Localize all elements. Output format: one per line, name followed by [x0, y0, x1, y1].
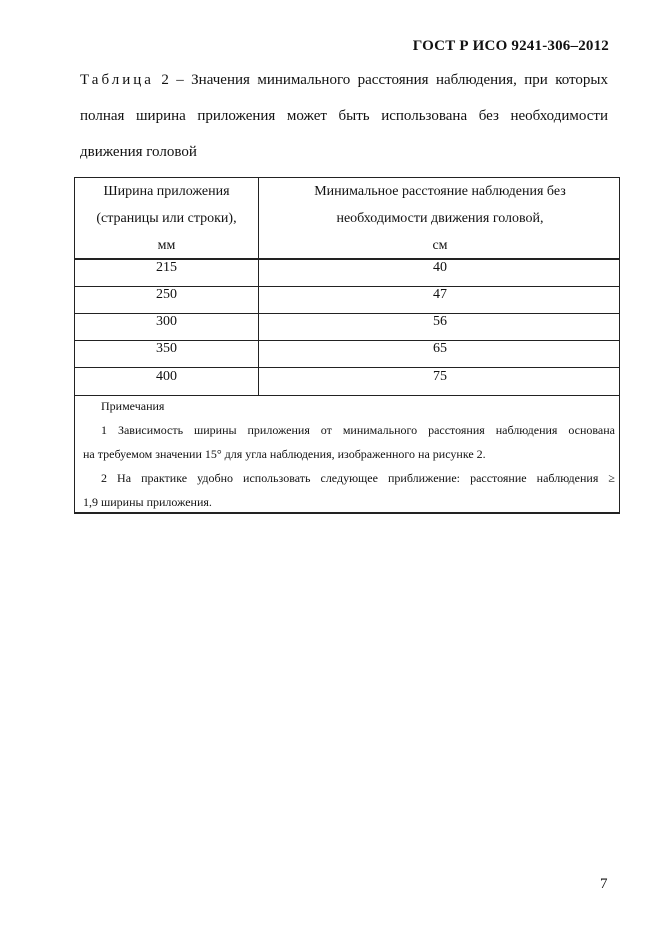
note-1-line-2: на требуемом значении 15° для угла наблюдения, изображенного на рисунке 2.	[83, 447, 486, 461]
table-header-row	[75, 178, 619, 260]
table-cell-width: 250	[156, 287, 177, 302]
table-cell-width: 300	[156, 314, 177, 329]
table-cell-distance: 40	[433, 260, 447, 275]
table-cell-width: 350	[156, 341, 177, 356]
header-cell-width-line-2: (страницы или строки),	[96, 211, 237, 226]
table-cell-distance: 65	[433, 341, 447, 356]
header-cell-distance	[259, 178, 621, 259]
note-2-line-2: 1,9 ширины приложения.	[83, 495, 212, 509]
page-number: 7	[600, 876, 608, 892]
table-row	[75, 341, 619, 368]
header-cell-distance-line-2: необходимости движения головой,	[336, 211, 544, 226]
caption-line-1-text: 2 – Значения минимального расстояния наблюдения, при которых	[153, 72, 608, 88]
header-cell-width-line-1: Ширина приложения	[103, 184, 230, 199]
table-cell-distance: 56	[433, 314, 447, 329]
table-cell-distance: 75	[433, 369, 447, 384]
caption-line-1	[80, 62, 608, 98]
caption-prefix: Таблица	[80, 72, 154, 88]
caption-line-2: полная ширина приложения может быть использована без необходимости	[80, 108, 608, 124]
notes-title: Примечания	[101, 399, 165, 413]
table-cell-width: 215	[156, 260, 177, 275]
header-cell-width	[75, 178, 258, 259]
table-row	[75, 314, 619, 341]
table-row	[75, 260, 619, 287]
header-cell-distance-line-1: Минимальное расстояние наблюдения без	[314, 184, 566, 199]
caption-line-3: движения головой	[80, 144, 197, 160]
note-2-line-1: 2 На практике удобно использовать следующее приближение: расстояние наблюдения ≥	[101, 471, 615, 485]
header-cell-width-line-3: мм	[157, 238, 176, 253]
table-row	[75, 369, 619, 396]
table-cell-distance: 47	[433, 287, 447, 302]
data-table	[74, 177, 620, 514]
table-cell-width: 400	[156, 369, 177, 384]
note-1-line-1: 1 Зависимость ширины приложения от минимального расстояния наблюдения основана	[101, 423, 615, 437]
document-header: ГОСТ Р ИСО 9241-306–2012	[412, 38, 609, 54]
header-cell-distance-line-3: см	[432, 238, 448, 253]
table-row	[75, 287, 619, 314]
table-caption	[80, 62, 608, 170]
